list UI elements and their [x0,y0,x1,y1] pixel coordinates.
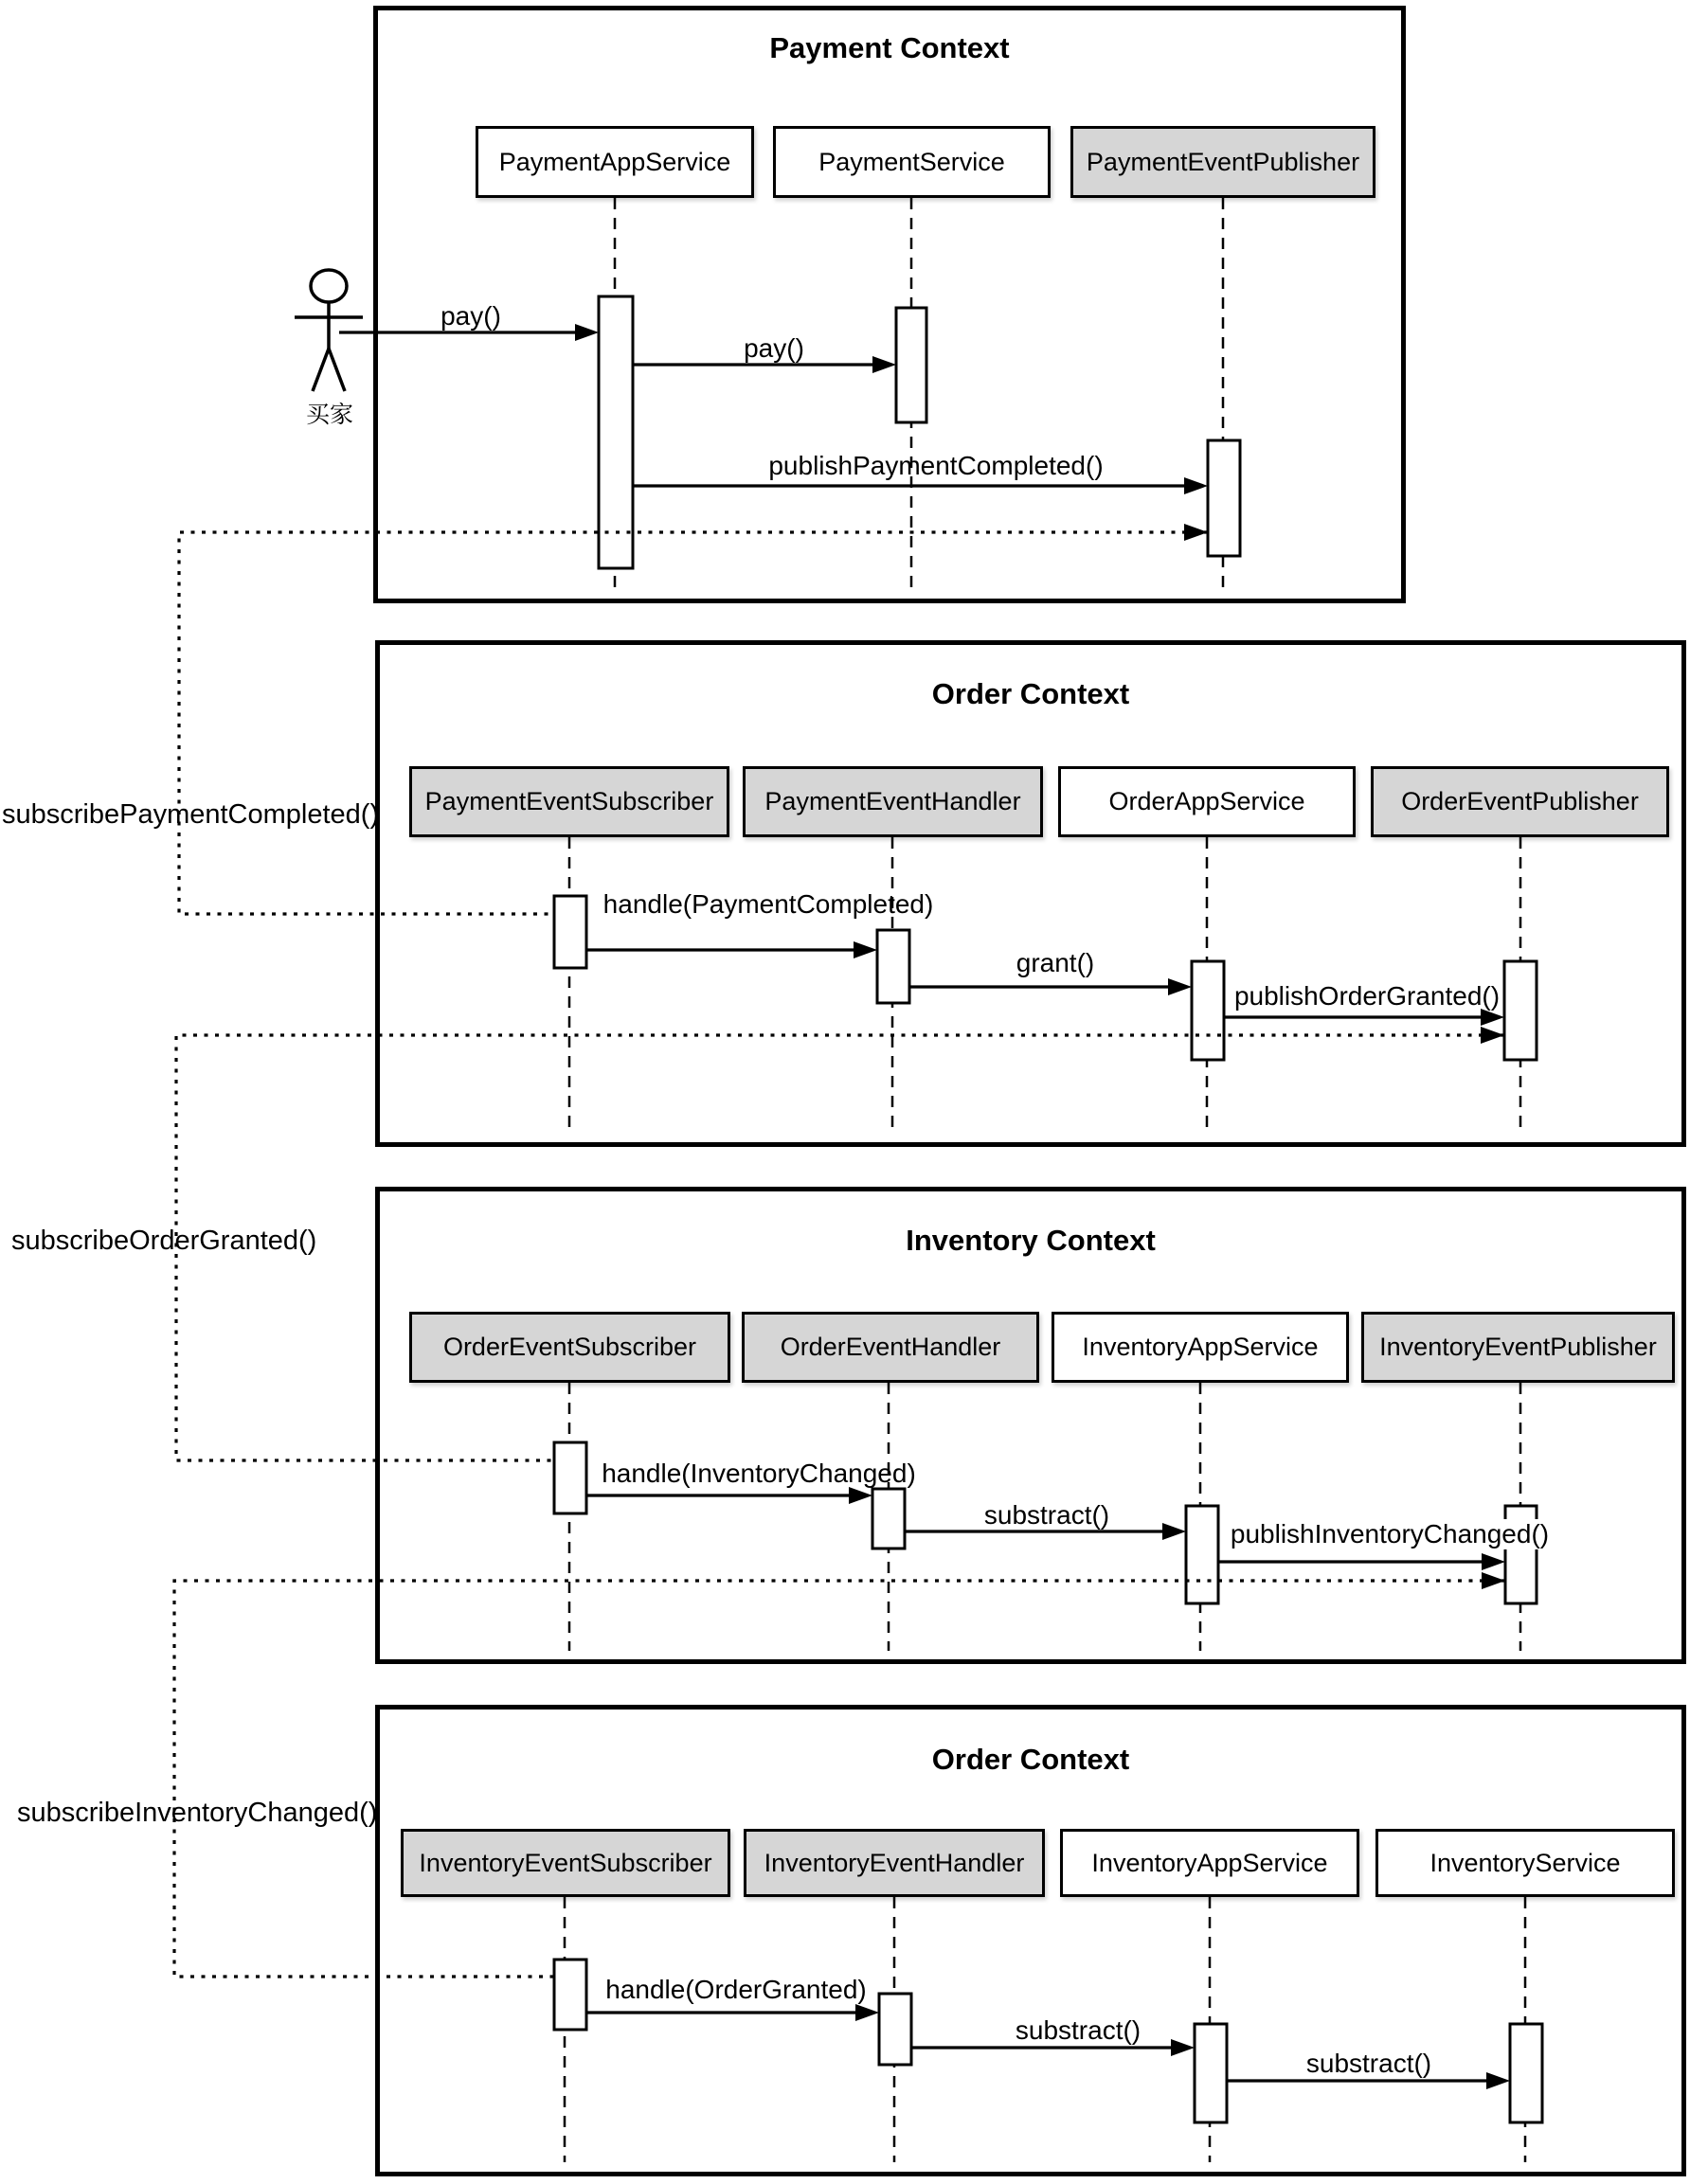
message-label-publish-payment-completed: publishPaymentCompleted() [768,451,1104,480]
lifeline-payment-event-subscriber: PaymentEventSubscriber [409,766,729,837]
context-title-inventory: Inventory Context [906,1224,1156,1257]
message-label-handle-inventory-changed: handle(InventoryChanged) [602,1459,916,1488]
subscribe-dotted-paths [174,532,1505,1977]
actor-icon [295,270,363,391]
context-title-payment: Payment Context [769,31,1010,64]
message-label-pay-1: pay() [440,301,501,331]
message-arrows [339,332,1493,2081]
context-title-order-1: Order Context [931,677,1130,710]
message-arrowheads [575,324,1510,2089]
message-label-publish-inventory-changed: publishInventoryChanged() [1226,1519,1554,1549]
message-label-grant: grant() [1016,948,1095,977]
message-label-substract-2: substract() [1015,2015,1142,2045]
lifeline-inventory-event-subscriber: InventoryEventSubscriber [401,1829,730,1897]
activation-bars [554,296,1542,2122]
lifeline-inventory-event-handler: InventoryEventHandler [744,1829,1045,1897]
message-label-pay-2: pay() [744,333,804,363]
lifeline-payment-event-handler: PaymentEventHandler [743,766,1043,837]
message-label-substract-1: substract() [983,1500,1110,1530]
lifeline-inventory-app-service-2: InventoryAppService [1060,1829,1359,1897]
lifeline-order-app-service: OrderAppService [1058,766,1356,837]
context-title-order-2: Order Context [931,1743,1130,1776]
subscribe-payment-completed-label: subscribePaymentCompleted() [2,799,380,830]
lifeline-dashes [565,198,1525,2162]
lifeline-order-event-handler: OrderEventHandler [742,1312,1039,1383]
subscribe-inventory-changed-label: subscribeInventoryChanged() [17,1798,378,1828]
lifeline-order-event-subscriber: OrderEventSubscriber [409,1312,730,1383]
lifeline-inventory-app-service-1: InventoryAppService [1052,1312,1349,1383]
lifeline-inventory-event-publisher: InventoryEventPublisher [1361,1312,1675,1383]
lifeline-payment-event-publisher: PaymentEventPublisher [1070,126,1375,198]
actor-label: 买家 [305,402,354,428]
subscribe-order-granted-label: subscribeOrderGranted() [11,1226,317,1256]
message-label-handle-payment-completed: handle(PaymentCompleted) [602,889,934,919]
message-label-publish-order-granted: publishOrderGranted() [1233,981,1501,1011]
lifeline-payment-app-service: PaymentAppService [476,126,754,198]
lifeline-payment-service: PaymentService [773,126,1051,198]
lifeline-inventory-service: InventoryService [1375,1829,1675,1897]
message-label-substract-3: substract() [1305,2049,1432,2078]
message-label-handle-order-granted: handle(OrderGranted) [605,1975,867,2004]
subscribe-arrowheads [1184,524,1505,1589]
lifeline-order-event-publisher: OrderEventPublisher [1371,766,1669,837]
